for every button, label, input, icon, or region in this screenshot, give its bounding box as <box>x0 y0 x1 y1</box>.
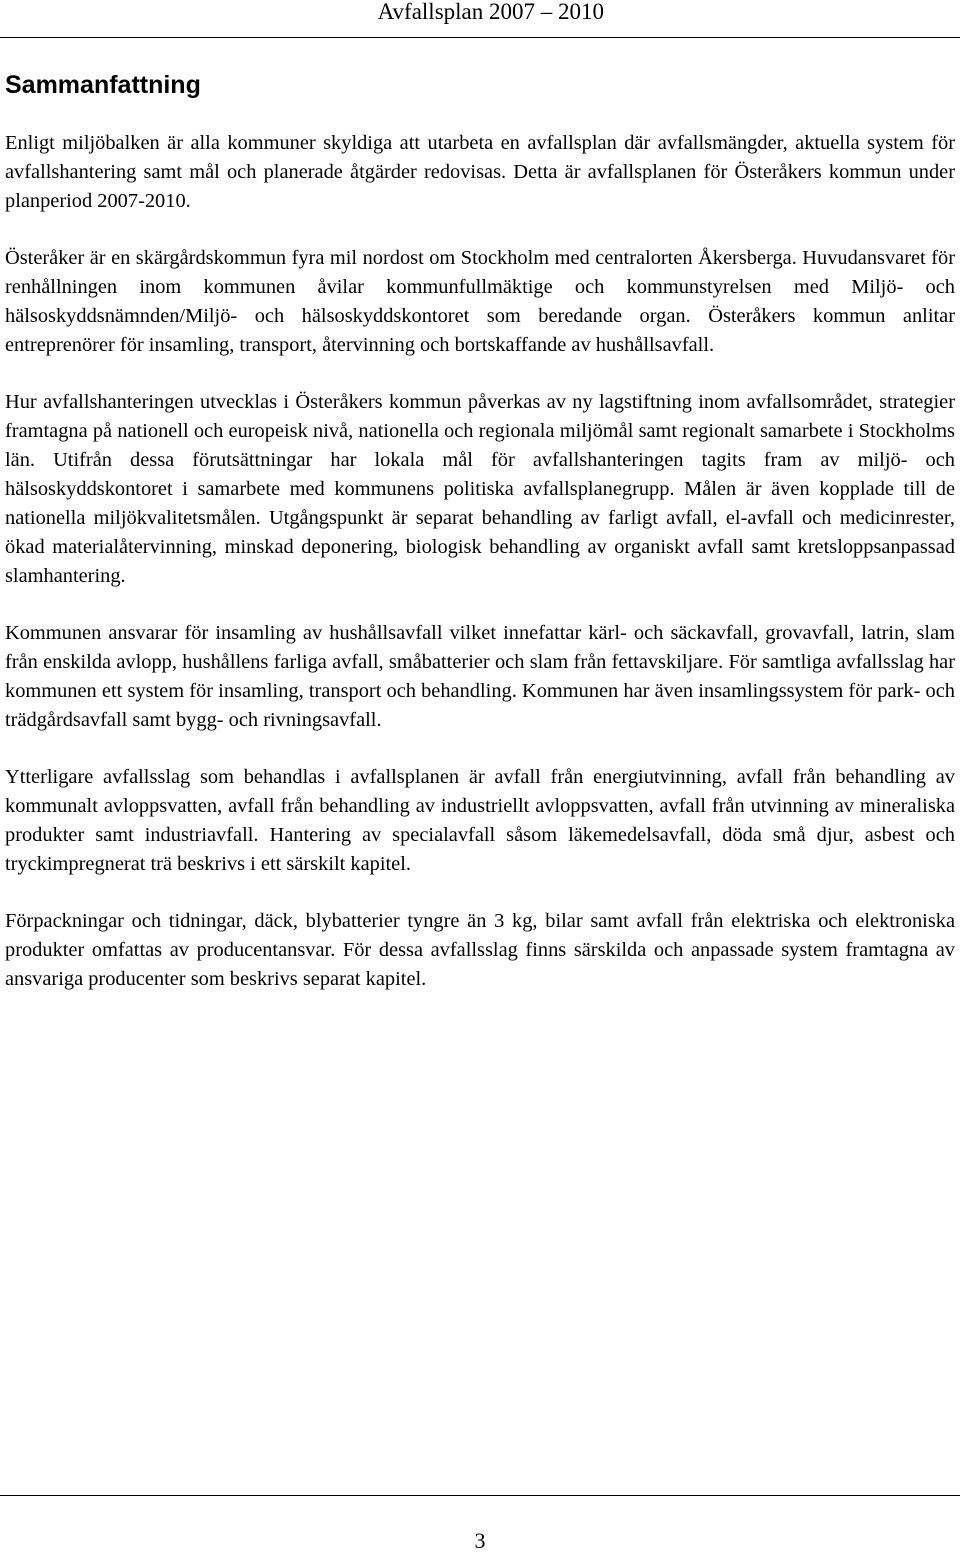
page-number: 3 <box>474 1528 486 1553</box>
paragraph-responsibility: Kommunen ansvarar för insamling av hushållsavfall vilket innefattar kärl- och säckavfall, grovavfall, latrin, slam från enskilda avlopp, hushållens farliga avfall, småbatterier och slam från fettavskiljare. För samtliga avfallsslag har kommunen ett system för insamling, transport och behandling. Kommunen har även insamlingssystem för park- och trädgårdsavfall samt bygg- och rivningsavfall. <box>5 622 955 731</box>
paragraph-producer-responsibility: Förpackningar och tidningar, däck, blybatterier tyngre än 3 kg, bilar samt avfall från elektriska och elektroniska produkter omfattas av producentansvar. För dessa avfallsslag finns särskilda och anpassade system framtagna av ansvariga producenter som beskrivs separat kapitel. <box>5 910 955 990</box>
paragraph-development: Hur avfallshanteringen utvecklas i Österåkers kommun påverkas av ny lagstiftning inom avfallsområdet, strategier framtagna på nationell och europeisk nivå, nationella och regionala miljömål samt regionalt samarbete i Stockholms län. Utifrån dessa förutsättningar har lokala mål för avfallshanteringen tagits fram av miljö- och hälsoskyddskontoret i samarbete med kommunens politiska avfallsplanegrupp. Målen är även kopplade till de nationella miljökvalitetsmålen. Utgångspunkt är separat behandling av farligt avfall, el-avfall och medicinrester, ökad materialåtervinning, minskad deponering, biologisk behandling av organiskt avfall samt kretsloppsanpassad slamhantering. <box>5 391 955 587</box>
running-header-title: Avfallsplan 2007 – 2010 <box>377 0 604 24</box>
paragraph-intro: Enligt miljöbalken är alla kommuner skyldiga att utarbeta en avfallsplan där avfallsmängder, aktuella system för avfallshantering samt mål och planerade åtgärder redovisas. Detta är avfallsplanen för Österåkers kommun under planperiod 2007-2010. <box>5 132 955 212</box>
paragraph-municipality: Österåker är en skärgårdskommun fyra mil nordost om Stockholm med centralorten Åkersberga. Huvudansvaret för renhållningen inom kommunen åvilar kommunfullmäktige och kommunstyrelsen med Miljö- och hälsoskyddsnämnden/Miljö- och hälsoskyddskontoret som beredande organ. Österåkers kommun anlitar entreprenörer för insamling, transport, återvinning och bortskaffande av hushållsavfall. <box>5 247 955 356</box>
summary-body <box>5 129 955 1022</box>
header-divider <box>0 37 960 38</box>
footer-divider <box>0 1495 960 1496</box>
paragraph-other-waste: Ytterligare avfallsslag som behandlas i avfallsplanen är avfall från energiutvinning, avfall från behandling av kommunalt avloppsvatten, avfall från behandling av industriellt avloppsvatten, avfall från utvinning av mineraliska produkter samt industriavfall. Hantering av specialavfall såsom läkemedelsavfall, döda små djur, asbest och tryckimpregnerat trä beskrivs i ett särskilt kapitel. <box>5 766 955 875</box>
section-title: Sammanfattning <box>5 71 201 99</box>
